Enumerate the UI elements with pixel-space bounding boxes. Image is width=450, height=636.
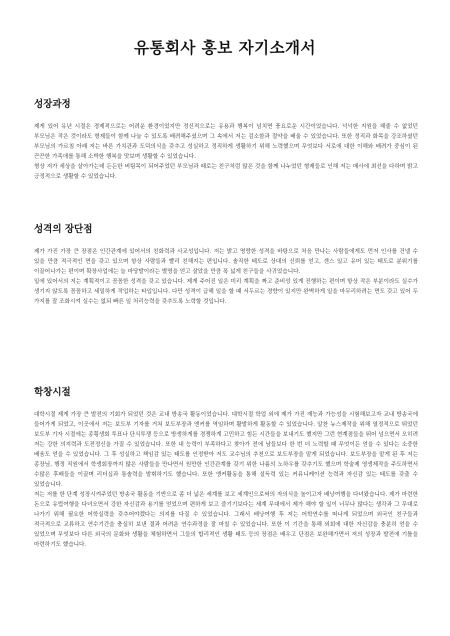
section-body bbox=[34, 410, 418, 550]
paragraph: 형상 저가 세상을 살아가는데 든든한 버팀목이 되어주었던 부모님과 때로는 친구처럼 많은 것을 함께 나누었던 형제들로 인해 저는 매사에 최선을 다하며 밝고 긍정적으로 생활할 수 있었습니다. bbox=[34, 164, 418, 180]
paragraph: 저는 저를 한 단계 성장시켜주었던 방송국 활동을 기반으로 좀 더 넓은 세계를 보고 세계인으로써의 자의식을 높이고자 배낭여행을 다녀왔습니다. 제가 마련한 돈으로 유럽여행을 다녀오면서 강한 자신감과 용기를 얻었으며 편하게 보고 즐기기보다는 세계 무대에서 제가 해야 할 일이 너무나 많다는 생각과 그 무대로 나가기 위해 필요한 어학실력을 갖추어야겠다는 의지를 다질 수 있었습니다. 그래서 배낭여행 후 저는 어학연수를 떠나게 되었으며 외국인 친구들과 적극적으로 교류하고 연수기간을 충실히 보낸 결과 어려운 연수과정을 잘 마칠 수 있었습니다. 또한 이 기간을 통해 외회에 대한 자신감을 충분히 얻을 수 있었으며 무엇보다 다른 외국의 문화와 생활을 체험하면서 그들의 합리적인 생활 태도 등의 장점은 배우고 단점은 보완해가면서 저의 성장과 발전에 기틀을 마련하기도 했습니다. bbox=[34, 492, 418, 548]
document-title: 유통회사 홍보 자기소개서 bbox=[134, 39, 316, 57]
section-heading: 학창시절 bbox=[34, 387, 71, 398]
section-body bbox=[34, 122, 418, 182]
section-body bbox=[34, 247, 418, 307]
section-personality bbox=[34, 221, 418, 307]
section-heading: 성장과정 bbox=[34, 99, 71, 110]
paragraph: 대학시절 제게 가장 큰 발전의 기회가 되었던 것은 교내 방송국 활동이었습니다. 대학시절 학업 외에 제가 가진 재능과 가능성을 시험해보고자 교내 방송국에 들어가게 되었고, 이곳에서 저는 보도부 기자를 거쳐 보도부장과 엔커를 역임하며 활발하게 활동할 수 있었습니다. 알찬 뉴스제작을 위해 열정적으로 뛰었던 보도부 기자 시절에는 종횡생회 투표나 단식투쟁 등으로 방생하게를 경쟁하게 고민하고 힘든 시간들을 보내기도 했지만 그런 현계점들을 뛰어 넘으면서 오히려 저는 강한 의지력과 도전정신을 가질 수 있었습니다. 또한 내 능력이 부족하다고 찾아가 전에 남들보다 한 번 더 노력할 때 무엇이든 얻을 수 있다는 소중한 배움도 얻을 수 있었습니다. 그 후 성실하고 책임감 있는 태도를 인정받아 저도 교수님의 추천으로 보도부장을 맡게 되었습니다. 보도부장을 맡게 된 후 저는 종장님, 행정 직원에서 학생회장까지 많은 사람들을 만나면서 원만한 인간관계를 갖기 위한 나름의 노하우를 갖추기도 했으며 학술제 영생제작을 주도하면서 수많은 후배들을 이끌며 리더십과 통솔력을 발휘하기도 했습니다. 또한 앵커활동을 통해 설득력 있는 커뮤니케이션 능력과 자신감 있는 태도를 갖출 수 있었습니다. bbox=[34, 412, 418, 488]
section-growth bbox=[34, 96, 418, 182]
paragraph: 일에 있어서의 저는 계획적이고 꼼꼼한 성격을 갖고 있습니다. 제게 주어진 일은 미리 계획을 짜고 준비성 있게 진행하는 편이며 항상 작은 부분이라도 실수가 생기지 않도록 꼼꼼하고 세밀하게 작업하는 타입입니다. 다만 성격이 급해 일을 할 때 서두르는 경향이 있지만 완벽하게 일을 마무리하려는 면도 갖고 있어 두 가지를 잘 조화시켜 실수는 없되 빠른 일 처리능력을 갖추도록 노력할 것입니다. bbox=[34, 279, 418, 305]
section-school-days bbox=[34, 384, 418, 550]
paragraph: 제게 있어 유년 시절은 경제적으로는 어려운 환경이었지만 정신적으로는 유용과 행복이 넘치면 풍요로운 시간이었습니다. 넉넉한 지원을 해줄 수 없었던 부모님은 작은 것이라도 형제들이 함께 나눌 수 있도록 배려해주셨으며 그 속에서 저는 검소함과 절약을 배울 수 있었습니다. 또한 정직과 화목을 강조하셨던 부모님의 가르침 아래 저는 바른 가치관과 도덕의식을 갖추고 성실하고 정직하게 생활하기 위해 노력했으며 무엇보다 서로에 대한 이해와 배려가 중심이 된 끈끈한 가족애를 통해 소박한 행복을 맛보며 생활할 수 있었습니다. bbox=[34, 124, 418, 160]
paragraph: 제가 가진 가장 큰 장점은 인간관계에 있어서의 친화력과 사교성입니다. 저는 밝고 명랑한 성격을 바탕으로 처음 만나는 사람들에게도 먼저 인사를 건넬 수 있을 만큼 적극적인 면을 갖고 있으며 항상 사람들과 빨리 친해지는 편입니다. 솔직한 태도로 상대의 신뢰를 얻고, 센스 있고 유머 있는 태도로 분위기를 이끌어나가는 편이며 확장사업에는 늘 마당발이라는 별명을 얻고 살았을 만큼 폭 넓게 친구들을 사귀었습니다. bbox=[34, 249, 418, 275]
section-heading: 성격의 장단점 bbox=[34, 224, 93, 235]
